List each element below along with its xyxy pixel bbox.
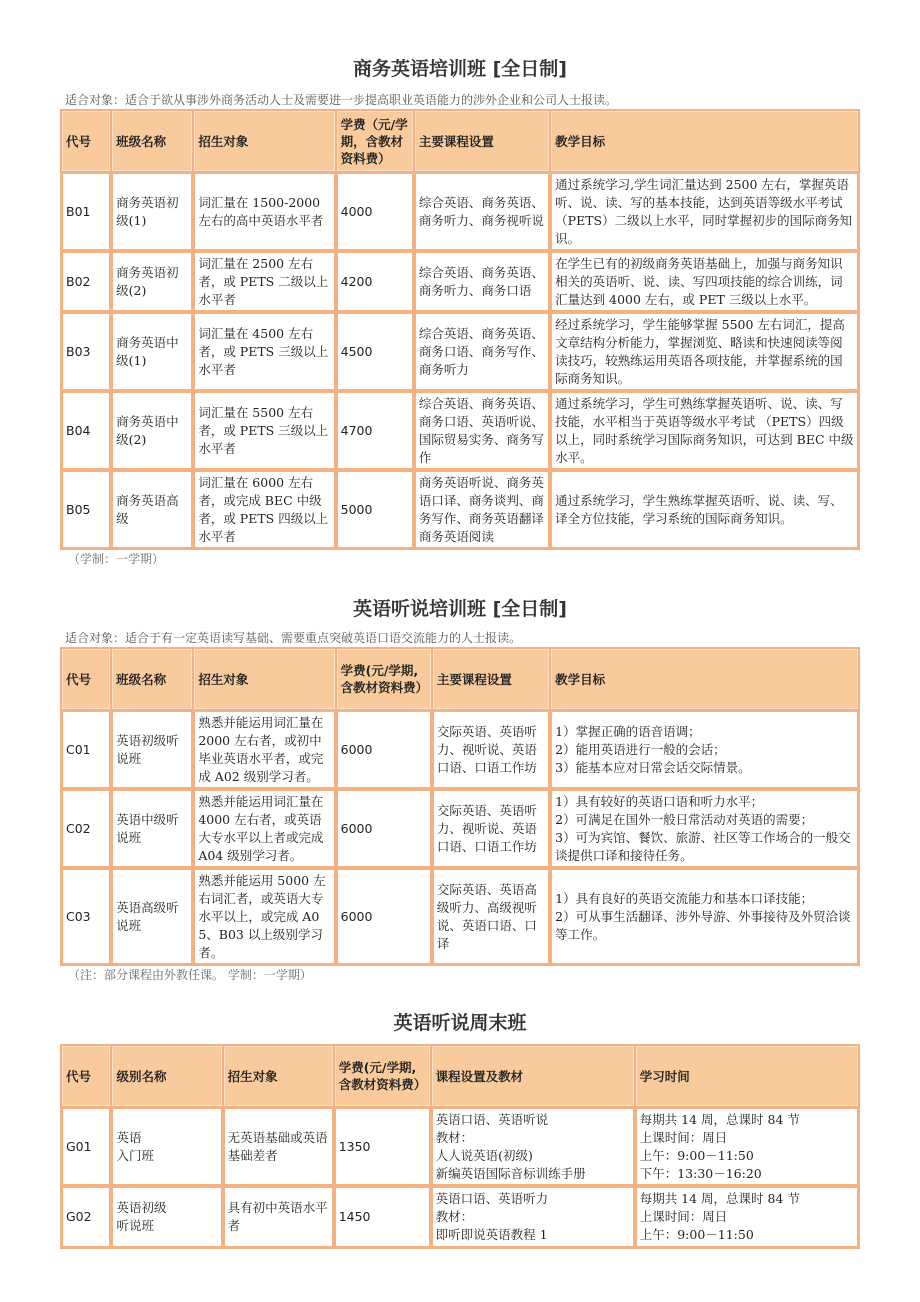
header-code: 代号	[62, 649, 110, 709]
schedule-line: 下午：13:30－16:20	[639, 1165, 762, 1181]
cell-fee: 4200	[337, 252, 413, 311]
cell-code: B04	[62, 392, 110, 469]
cell-class-name: 英语中级听说班	[112, 790, 192, 867]
goal-line: 2）可满足在国外一般日常活动对英语的需要；	[555, 811, 814, 827]
business-english-table	[60, 109, 860, 550]
header-courses: 主要课程设置	[433, 649, 549, 709]
cell-courses: 商务英语听说、商务英语口译、商务谈判、商务写作、商务英语翻译商务英语阅读	[415, 471, 549, 548]
header-target: 招生对象	[194, 111, 334, 171]
cell-schedule	[636, 1187, 858, 1247]
cell-fee: 4700	[337, 392, 413, 469]
level-line: 英语初级	[116, 1200, 167, 1215]
cell-code: C03	[62, 869, 110, 964]
weekend-table	[60, 1044, 860, 1249]
cell-target: 词汇量在 4500 左右者，或 PETS 三级以上水平者	[194, 313, 334, 390]
header-courses-materials: 课程设置及教材	[432, 1046, 634, 1106]
table-header-row	[62, 111, 858, 171]
level-line: 听说班	[116, 1218, 154, 1233]
section-business-english	[60, 56, 860, 568]
duration-note: （学制：一学期）	[68, 552, 165, 566]
cell-code: B05	[62, 471, 110, 548]
goal-line: 2）可从事生活翻译、涉外导游、外事接待及外贸洽谈等工作。	[555, 908, 851, 942]
cell-fee: 6000	[337, 711, 431, 788]
course-line: 新编英语国际音标训练手册	[435, 1165, 586, 1181]
header-fee: 学费(元/学期,含教材资料费）	[337, 649, 431, 709]
table-row	[62, 173, 858, 250]
header-goals: 教学目标	[551, 111, 858, 171]
section-weekend	[60, 1010, 860, 1249]
course-line: 教材：	[435, 1209, 474, 1224]
cell-target: 词汇量在 2500 左右者，或 PETS 二级以上水平者	[194, 252, 334, 311]
cell-fee: 1350	[335, 1108, 430, 1185]
cell-courses: 综合英语、商务英语、商务听力、商务视听说	[415, 173, 549, 250]
section-listening-speaking	[60, 596, 860, 984]
cell-fee: 6000	[337, 869, 431, 964]
cell-goals: 在学生已有的初级商务英语基础上，加强与商务知识相关的英语听、说、读、写四项技能的综合训练，词汇量达到 4000 左右，或 PET 三级以上水平。	[551, 252, 858, 311]
cell-code: G01	[62, 1108, 110, 1185]
course-note: （注：部分课程由外教任课。 学制：一学期）	[68, 968, 312, 982]
header-courses: 主要课程设置	[415, 111, 549, 171]
cell-goals	[551, 711, 858, 788]
cell-courses: 综合英语、商务英语、商务听力、商务口语	[415, 252, 549, 311]
cell-code: B03	[62, 313, 110, 390]
goal-line: 3）可为宾馆、餐饮、旅游、社区等工作场合的一般交谈提供口译和接待任务。	[555, 829, 851, 863]
cell-code: G02	[62, 1187, 110, 1247]
course-line: 即听即说英语教程 1	[435, 1227, 548, 1242]
cell-class-name: 商务英语初级(1)	[112, 173, 192, 250]
cell-goals	[551, 790, 858, 867]
table-row	[62, 869, 858, 964]
level-line: 英语	[116, 1129, 142, 1145]
header-target: 招生对象	[194, 649, 334, 709]
cell-code: B01	[62, 173, 110, 250]
cell-code: C01	[62, 711, 110, 788]
header-level-name: 级别名称	[112, 1046, 221, 1106]
cell-class-name: 商务英语中级(1)	[112, 313, 192, 390]
level-line: 入门班	[116, 1147, 154, 1163]
schedule-line: 上课时间：周日	[639, 1129, 728, 1145]
table-header-row	[62, 1046, 858, 1106]
cell-target: 熟悉并能运用 5000 左右词汇者，或英语大专水平以上，或完成 A05、B03 以上级别学习者。	[194, 869, 334, 964]
goal-line: 3）能基本应对日常会话交际情景。	[555, 759, 751, 775]
header-goals: 教学目标	[551, 649, 858, 709]
cell-goals: 通过系统学习，学生熟练掌握英语听、说、读、写、译全方位技能，学习系统的国际商务知识。	[551, 471, 858, 548]
course-line: 英语口语、英语听力	[435, 1191, 549, 1206]
course-line: 英语口语、英语听说	[435, 1111, 549, 1127]
table-row	[62, 711, 858, 788]
schedule-line: 每期共 14 周，总课时 84 节	[639, 1191, 800, 1206]
cell-courses: 交际英语、英语高级听力、高级视听说、英语口语、口译	[433, 869, 549, 964]
table-row	[62, 392, 858, 469]
header-target: 招生对象	[224, 1046, 333, 1106]
header-code: 代号	[62, 1046, 110, 1106]
table-header-row	[62, 649, 858, 709]
cell-target: 词汇量在 5500 左右者，或 PETS 三级以上水平者	[194, 392, 334, 469]
cell-level-name	[112, 1187, 221, 1247]
cell-fee: 6000	[337, 790, 431, 867]
header-fee: 学费（元/学期，含教材资料费）	[337, 111, 413, 171]
audience-text: 适合对象：适合于欲从事涉外商务活动人士及需要进一步提高职业英语能力的涉外企业和公司人士报读。	[65, 93, 618, 107]
cell-courses-materials	[432, 1108, 634, 1185]
cell-courses: 交际英语、英语听力、视听说、英语口语、口语工作坊	[433, 711, 549, 788]
section-title: 英语听说周末班	[393, 1012, 527, 1034]
cell-target: 无英语基础或英语基础差者	[224, 1108, 333, 1185]
goal-line: 1）具有良好的英语交流能力和基本口译技能；	[555, 890, 814, 906]
cell-target: 词汇量在 6000 左右者，或完成 BEC 中级者，或 PETS 四级以上水平者	[194, 471, 334, 548]
schedule-line: 上课时间：周日	[639, 1209, 728, 1224]
cell-target: 熟悉并能运用词汇量在 2000 左右者，或初中毕业英语水平者，或完成 A02 级别学习者。	[194, 711, 334, 788]
section-title: 英语听说培训班 [全日制]	[353, 598, 567, 620]
section-title: 商务英语培训班 [全日制]	[353, 58, 567, 80]
header-class-name: 班级名称	[112, 649, 192, 709]
table-row	[62, 1187, 858, 1247]
schedule-line: 每期共 14 周，总课时 84 节	[639, 1111, 800, 1127]
cell-fee: 4500	[337, 313, 413, 390]
goal-line: 2）能用英语进行一般的会话；	[555, 741, 726, 757]
cell-schedule	[636, 1108, 858, 1185]
cell-goals: 经过系统学习，学生能够掌握 5500 左右词汇，提高文章结构分析能力，掌握浏览、略读和快速阅读等阅读技巧，较熟练运用英语各项技能，并掌握系统的国际商务知识。	[551, 313, 858, 390]
listening-speaking-table	[60, 647, 860, 966]
header-class-name: 班级名称	[112, 111, 192, 171]
table-row	[62, 471, 858, 548]
cell-target: 词汇量在 1500-2000 左右的高中英语水平者	[194, 173, 334, 250]
cell-goals: 通过系统学习，学生可熟练掌握英语听、说、读、写技能，水平相当于英语等级水平考试 （PETS）四级以上，同时系统学习国际商务知识，可达到 BEC 中级水平。	[551, 392, 858, 469]
header-fee: 学费(元/学期,含教材资料费）	[335, 1046, 430, 1106]
goal-line: 1）掌握正确的语音语调；	[555, 723, 701, 739]
cell-goals: 通过系统学习,学生词汇量达到 2500 左右，掌握英语听、说、读、写的基本技能，达到英语等级水平考试（PETS）二级以上水平，同时掌握初步的国际商务知识。	[551, 173, 858, 250]
cell-courses: 综合英语、商务英语、商务口语、英语听说、国际贸易实务、商务写作	[415, 392, 549, 469]
table-row	[62, 313, 858, 390]
cell-class-name: 商务英语高级	[112, 471, 192, 548]
header-code: 代号	[62, 111, 110, 171]
cell-level-name	[112, 1108, 221, 1185]
table-row	[62, 790, 858, 867]
cell-class-name: 商务英语初级(2)	[112, 252, 192, 311]
table-row	[62, 252, 858, 311]
goal-line: 1）具有较好的英语口语和听力水平；	[555, 793, 764, 809]
schedule-line: 上午：9:00－11:50	[639, 1227, 754, 1242]
cell-courses: 交际英语、英语听力、视听说、英语口语、口语工作坊	[433, 790, 549, 867]
schedule-line: 上午：9:00－11:50	[639, 1147, 754, 1163]
cell-target: 具有初中英语水平者	[224, 1187, 333, 1247]
cell-class-name: 商务英语中级(2)	[112, 392, 192, 469]
cell-class-name: 英语初级听说班	[112, 711, 192, 788]
cell-code: B02	[62, 252, 110, 311]
table-row	[62, 1108, 858, 1185]
cell-courses-materials	[432, 1187, 634, 1247]
audience-text: 适合对象：适合于有一定英语读写基础、需要重点突破英语口语交流能力的人士报读。	[65, 631, 522, 645]
cell-fee: 5000	[337, 471, 413, 548]
header-schedule: 学习时间	[636, 1046, 858, 1106]
cell-goals	[551, 869, 858, 964]
cell-target: 熟悉并能运用词汇量在 4000 左右者，或英语大专水平以上者或完成 A04 级别学习者。	[194, 790, 334, 867]
cell-fee: 4000	[337, 173, 413, 250]
course-line: 教材：	[435, 1129, 474, 1145]
cell-fee: 1450	[335, 1187, 430, 1247]
cell-code: C02	[62, 790, 110, 867]
course-line: 人人说英语(初级)	[435, 1147, 533, 1163]
cell-courses: 综合英语、商务英语、商务口语、商务写作、商务听力	[415, 313, 549, 390]
cell-class-name: 英语高级听说班	[112, 869, 192, 964]
